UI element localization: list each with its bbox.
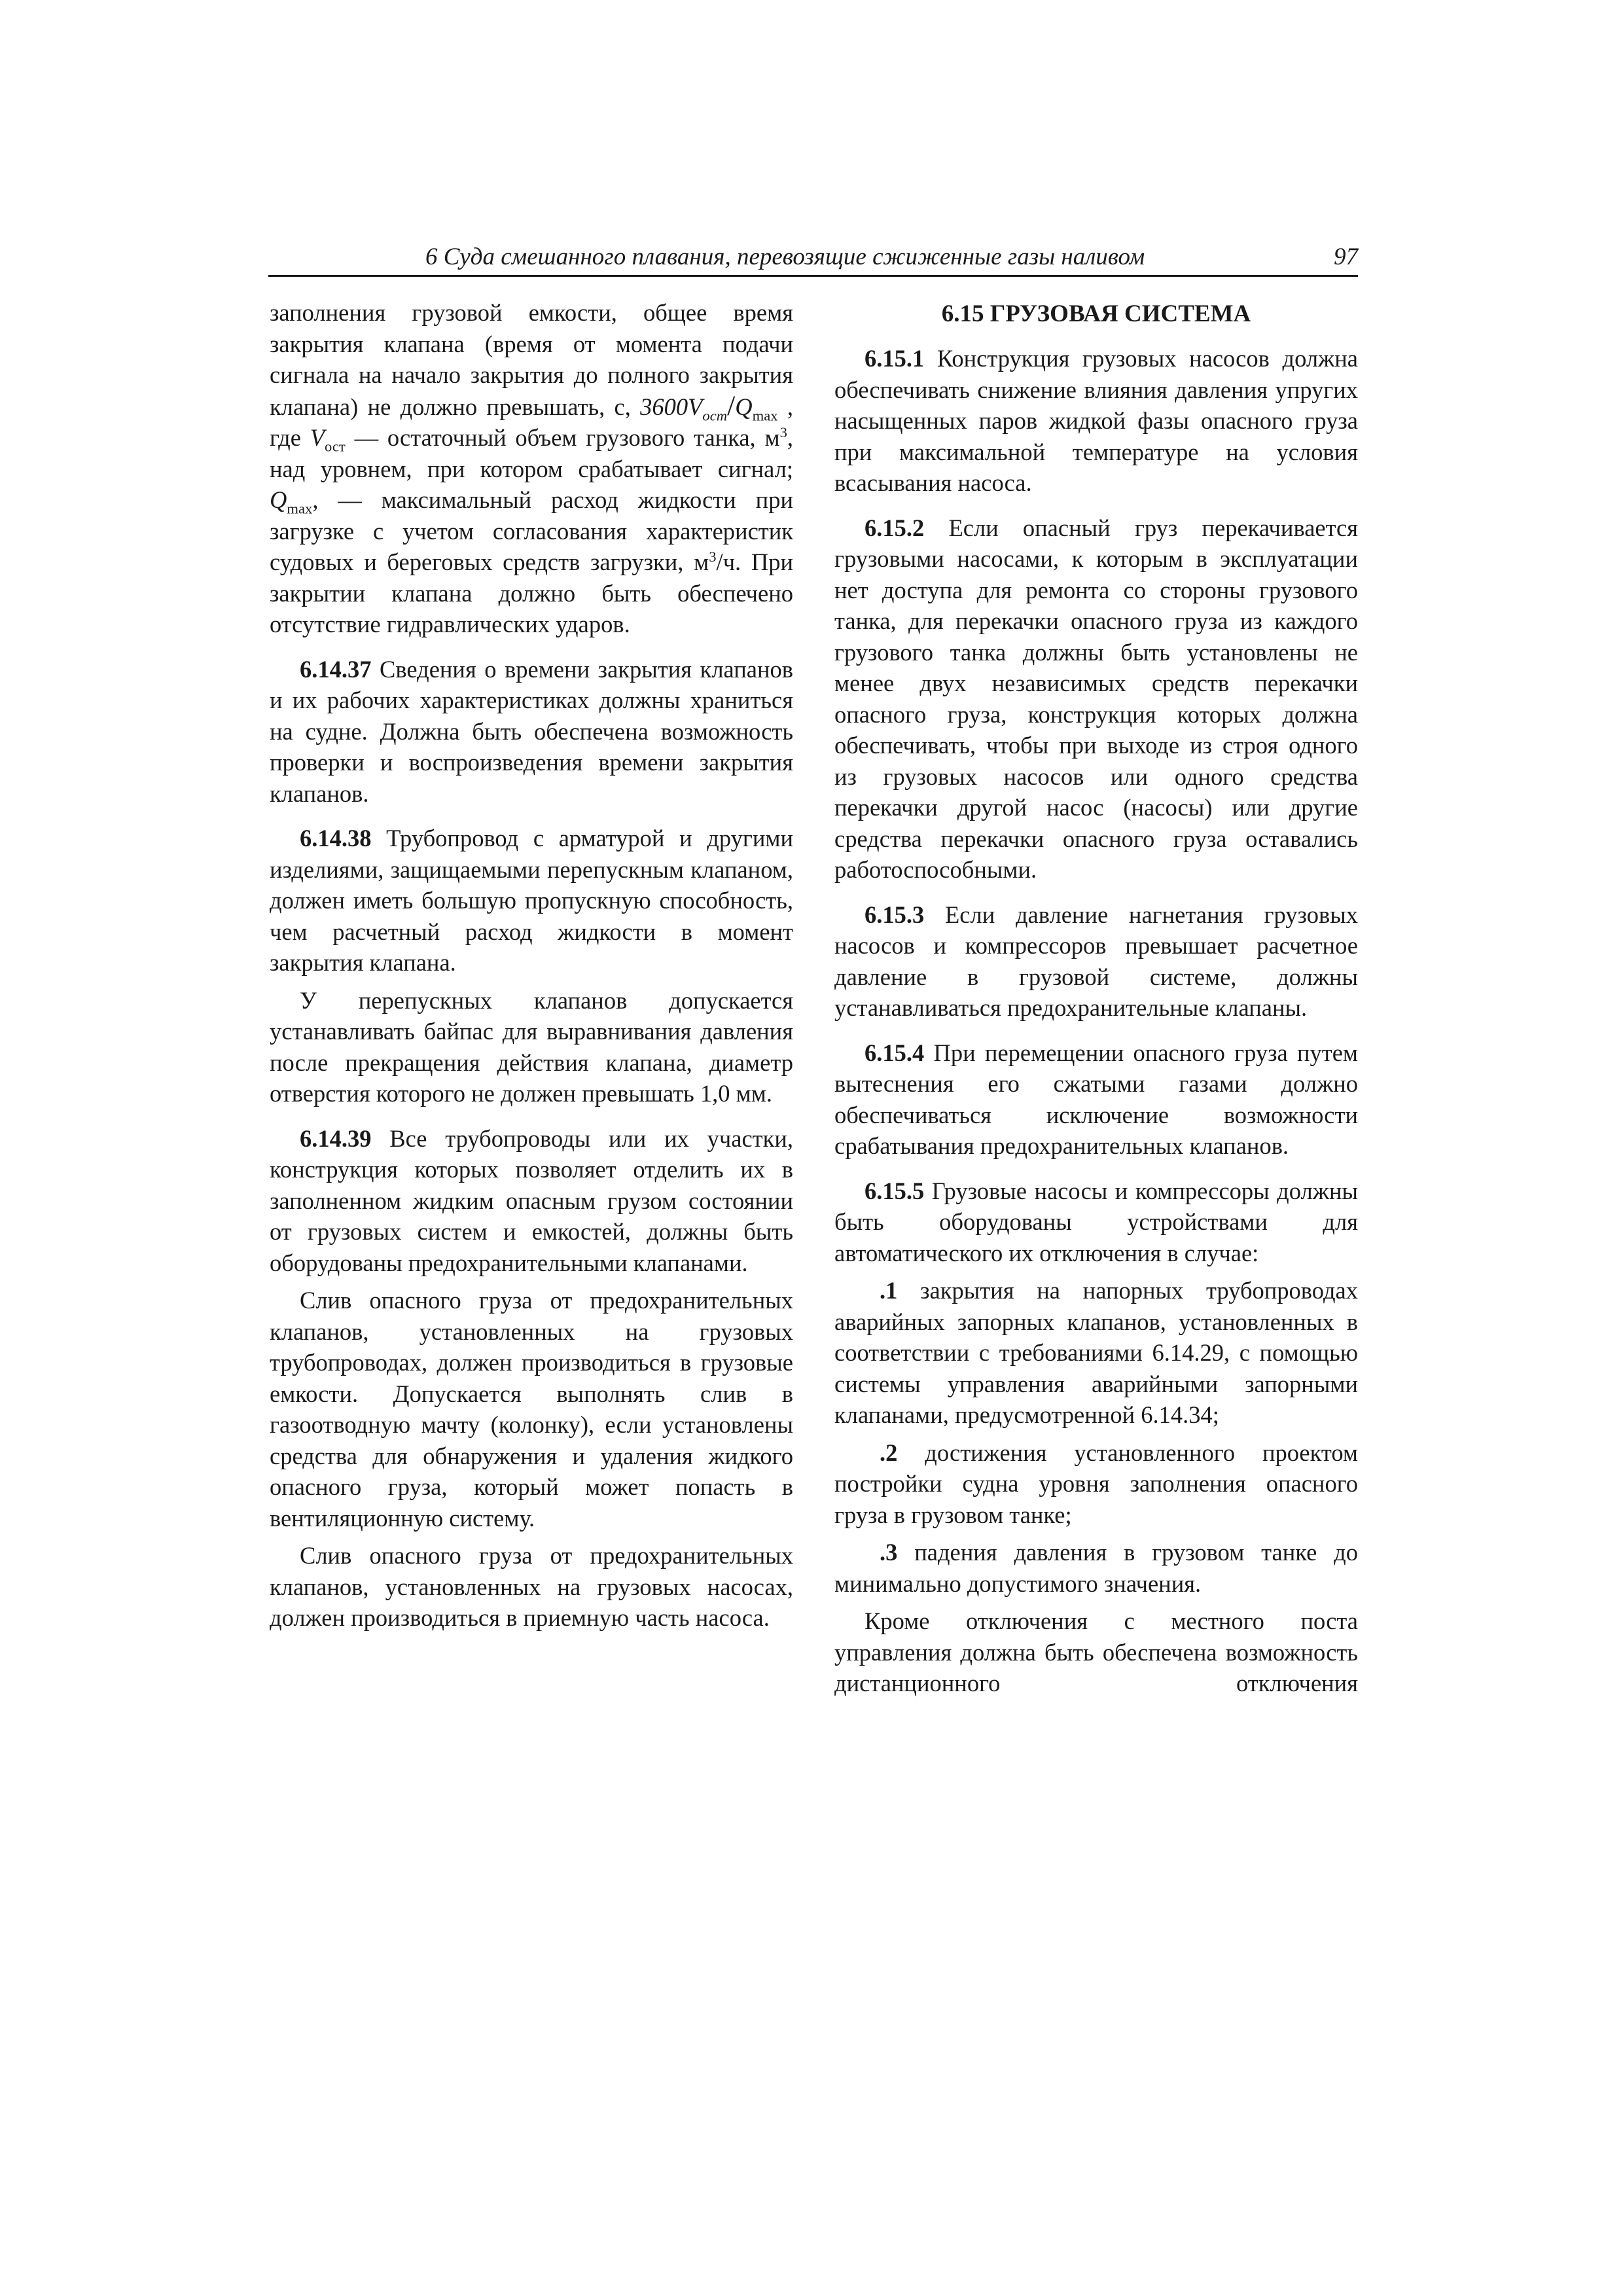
text-run: — остаточный объем грузового танка, м	[345, 424, 780, 451]
list-item-2	[834, 1437, 1358, 1531]
page-number: 97	[1334, 243, 1358, 270]
clause-number: 6.14.38	[300, 825, 372, 852]
clause-6-15-1	[834, 343, 1358, 499]
list-item-text: падения давления в грузовом танке до минимально допустимого значения.	[834, 1539, 1358, 1597]
page-header	[268, 241, 1358, 277]
clause-text: Сведения о времени закрытия клапанов и их рабочих характеристиках должны храниться на судне. Должна быть обеспечена возможность проверки и воспроизведения времени закрытия клапанов.	[270, 655, 793, 807]
clause-text: Все трубопроводы или их участки, конструкция которых позволяет отделить их в заполненном жидким опасным грузом состоянии от грузовых систем и емкостей, должны быть оборудованы предохранительными клапанами.	[270, 1124, 793, 1276]
text-run: , — максимальный расход жидкости при загрузке с учетом согласования характеристик судовых и береговых средств загрузки, м	[270, 486, 793, 575]
clause-number: 6.15.2	[865, 514, 925, 541]
formula-slash: /	[727, 389, 736, 422]
formula-subscript: ост	[702, 406, 728, 423]
clause-6-14-37	[270, 654, 793, 810]
clause-text: Трубопровод с арматурой и другими изделиями, защищаемыми перепускным клапаном, должен иметь большую пропускную способность, чем расчетный расход жидкости в момент закрытия клапана.	[270, 825, 793, 976]
list-item-number: .3	[880, 1539, 898, 1566]
text-run: заполнения грузовой емкости, общее время закрытия клапана (время от момента подачи сигнала на начало закрытия до полного закрытия клапана) не должно превышать, с,	[270, 299, 793, 420]
clause-text: Если давление нагнетания грузовых насосов и компрессоров превышает расчетное давление в грузовой системе, должны устанавливаться предохранительные клапаны.	[834, 901, 1358, 1021]
formula-subscript: max	[752, 406, 778, 423]
variable: Q	[270, 486, 287, 513]
list-item-3	[834, 1537, 1358, 1599]
clause-6-15-3	[834, 899, 1358, 1024]
text-run: , над уровнем, при котором срабатывает сигнал;	[270, 424, 793, 482]
clause-text: Если опасный груз перекачивается грузовыми насосами, к которым в эксплуатации нет доступа для ремонта со стороны грузового танка, для перекачки опасного груза из каждого грузового танка должны быть установлены не менее двух независимых средств перекачки опасного груза, конструкция которых должна обеспечивать, чтобы при выходе из строя одного из грузовых насосов или одного средства перекачки другой насос (насосы) или другие средства перекачки опасного груза оставались работоспособными.	[834, 514, 1358, 883]
paragraph-closing: Кроме отключения с местного поста управления должна быть обеспечена возможность дистанционного отключения	[834, 1607, 1358, 1696]
list-item-number: .1	[880, 1277, 898, 1304]
clause-number: 6.14.37	[300, 655, 372, 683]
superscript: 3	[779, 423, 787, 440]
clause-number: 6.15.5	[865, 1177, 925, 1204]
formula-part: Q	[735, 393, 753, 420]
clause-6-14-38	[270, 823, 793, 978]
clause-6-15-2	[834, 512, 1358, 886]
clause-6-15-5	[834, 1175, 1358, 1269]
variable: V	[310, 424, 325, 451]
clause-number: 6.15.4	[865, 1039, 925, 1066]
clause-text: Грузовые насосы и компрессоры должны быть оборудованы устройствами для автоматического их отключения в случае:	[834, 1177, 1358, 1266]
superscript: 3	[709, 548, 717, 565]
text-run: , где	[270, 393, 793, 451]
clause-text: Конструкция грузовых насосов должна обеспечивать снижение влияния давления упругих насыщенных паров жидкой фазы опасного груза при максимальной температуре на условия всасывания насоса.	[834, 345, 1358, 496]
paragraph: Слив опасного груза от предохранительных клапанов, установленных на грузовых насосах, должен производиться в приемную часть насоса.	[270, 1542, 793, 1631]
right-column	[834, 297, 1358, 1699]
clause-text: При перемещении опасного груза путем вытеснения его сжатыми газами должно обеспечиваться исключение возможности срабатывания предохранительных клапанов.	[834, 1039, 1358, 1159]
clause-6-15-4	[834, 1037, 1358, 1162]
list-item-1	[834, 1275, 1358, 1431]
clause-number: 6.15.3	[865, 901, 925, 928]
formula-part: 3600V	[640, 393, 703, 420]
left-column	[270, 297, 793, 1634]
list-item-number: .2	[880, 1439, 898, 1466]
list-item-text: закрытия на напорных трубопроводах аварийных запорных клапанов, установленных в соответствии с требованиями 6.14.29, с помощью системы управления аварийными запорными клапанами, предусмотренной 6.14.34;	[834, 1277, 1358, 1428]
paragraph: У перепускных клапанов допускается устанавливать байпас для выравнивания давления после прекращения действия клапана, диаметр отверстия которого не должен превышать 1,0 мм.	[270, 986, 793, 1107]
formula	[640, 389, 778, 423]
clause-number: 6.15.1	[865, 345, 925, 372]
paragraph-continuation	[270, 297, 793, 640]
running-title: 6 Суда смешанного плавания, перевозящие сжиженные газы наливом	[425, 243, 1145, 270]
variable-subscript: ост	[325, 438, 346, 455]
list-item-text: достижения установленного проектом постройки судна уровня заполнения опасного груза в грузовом танке;	[834, 1439, 1358, 1528]
clause-number: 6.14.39	[300, 1124, 372, 1152]
clause-6-14-39	[270, 1123, 793, 1279]
text-run: /ч. При закрытии клапана должно быть обеспечено отсутствие гидравлических ударов.	[270, 548, 794, 637]
variable-subscript: max	[287, 500, 313, 517]
section-title: 6.15 ГРУЗОВАЯ СИСТЕМА	[941, 300, 1251, 327]
paragraph: Слив опасного груза от предохранительных клапанов, установленных на грузовых трубопроводах, должен производиться в грузовые емкости. Допускается выполнять слив в газоотводную мачту (колонку), если установлены средства для обнаружения и удаления жидкого опасного груза, который может попасть в вентиляционную систему.	[270, 1287, 793, 1532]
